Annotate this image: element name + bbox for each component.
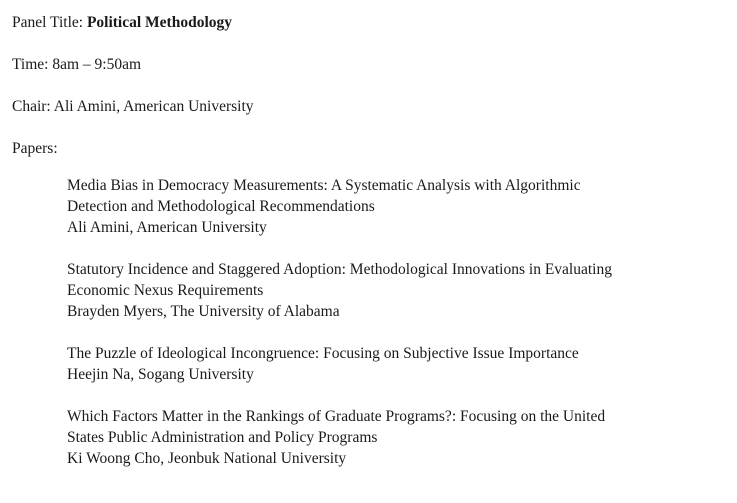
paper-title-line-2: Detection and Methodological Recommendations xyxy=(67,198,375,215)
paper-title-line-1: The Puzzle of Ideological Incongruence: Focusing on Subjective Issue Importance xyxy=(67,345,579,362)
time-line xyxy=(12,54,732,75)
paper-item xyxy=(67,175,732,238)
panel-title: Political Methodology xyxy=(86,14,233,31)
paper-item xyxy=(67,406,732,469)
chair-line xyxy=(12,96,732,117)
chair-label: Chair: xyxy=(12,98,54,115)
papers-list xyxy=(67,175,732,469)
paper-item xyxy=(67,259,732,322)
time-label: Time: xyxy=(12,56,53,73)
paper-author: Brayden Myers, The University of Alabama xyxy=(67,303,340,320)
chair-value: Ali Amini, American University xyxy=(53,98,254,115)
papers-heading: Papers: xyxy=(12,140,58,157)
paper-item xyxy=(67,343,732,385)
panel-title-line xyxy=(12,12,732,33)
paper-title-line-2: Economic Nexus Requirements xyxy=(67,282,264,299)
paper-author: Ali Amini, American University xyxy=(67,219,267,236)
panel-document xyxy=(12,12,732,469)
paper-title-line-1: Media Bias in Democracy Measurements: A Systematic Analysis with Algorithmic xyxy=(67,177,581,194)
time-value: 8am – 9:50am xyxy=(52,56,142,73)
panel-title-label: Panel Title: xyxy=(12,14,87,31)
paper-title-line-2: States Public Administration and Policy Programs xyxy=(67,429,378,446)
paper-author: Ki Woong Cho, Jeonbuk National University xyxy=(67,450,347,467)
paper-title-line-1: Statutory Incidence and Staggered Adoption: Methodological Innovations in Evaluating xyxy=(67,261,612,278)
paper-author: Heejin Na, Sogang University xyxy=(67,366,254,383)
paper-title-line-1: Which Factors Matter in the Rankings of Graduate Programs?: Focusing on the United xyxy=(67,408,606,425)
